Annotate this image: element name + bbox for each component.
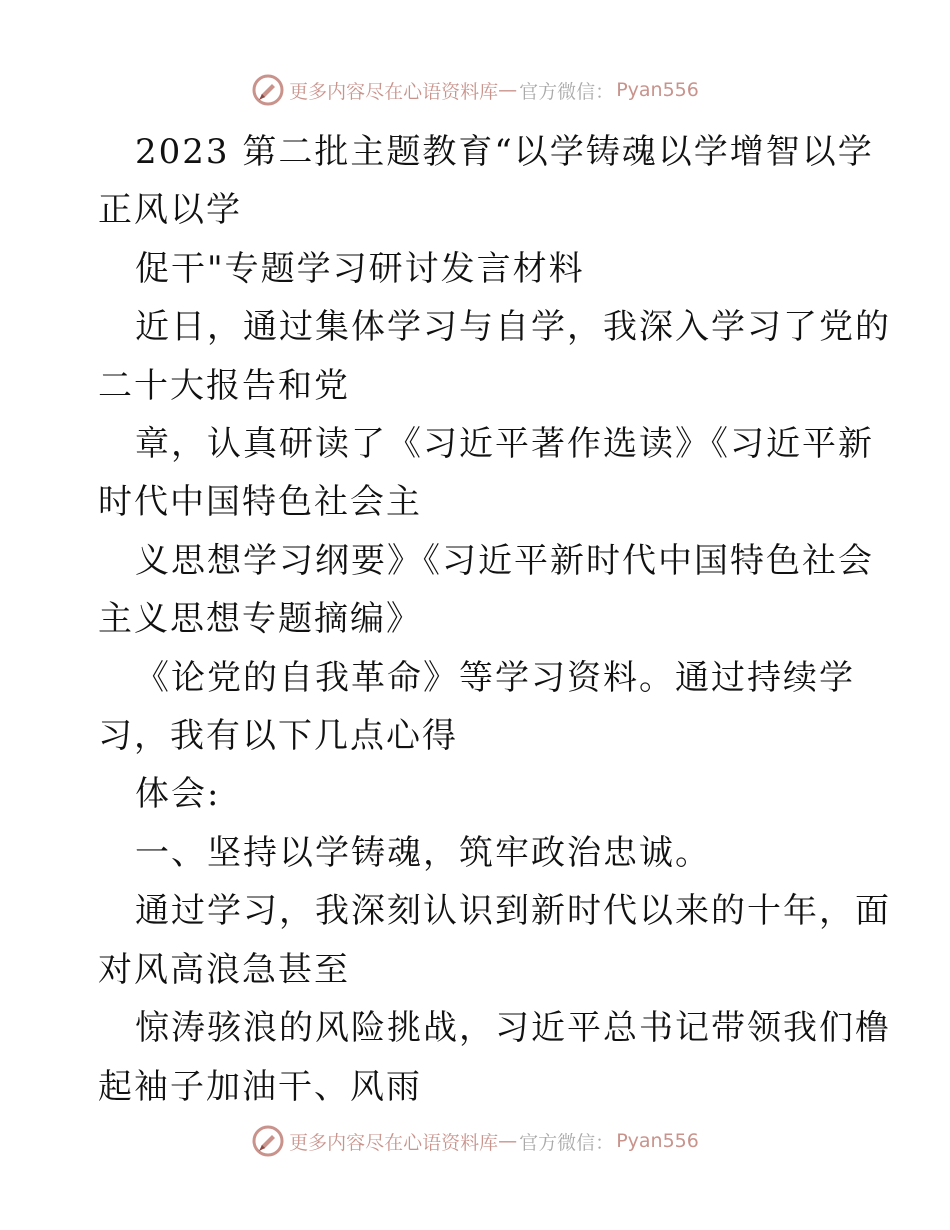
document-line: 体会:: [135, 774, 221, 815]
document-line: 二十大报告和党: [98, 365, 350, 406]
document-line: 义思想学习纲要》《习近平新时代中国特色社会: [135, 540, 874, 581]
document-line: 习，我有以下几点心得: [98, 716, 458, 757]
document-body: [98, 123, 891, 1116]
document-line: 时代中国特色社会主: [98, 482, 422, 523]
document-line: 近日，通过集体学习与自学，我深入学习了党的: [135, 307, 891, 348]
watermark-main-text: 更多内容尽在心语资料库: [289, 80, 499, 103]
document-line: 惊涛骇浪的风险挑战，习近平总书记带领我们橹: [135, 1008, 891, 1049]
watermark-side-text: 官方微信：: [519, 1131, 615, 1154]
document-line: 促干"专题学习研讨发言材料: [135, 248, 585, 289]
document-line: 《论党的自我革命》等学习资料。通过持续学: [135, 657, 855, 698]
document-line: 章，认真研读了《习近平著作选读》《习近平新: [135, 424, 874, 465]
document-line: 起袖子加油干、风雨: [98, 1066, 422, 1107]
document-line: 通过学习，我深刻认识到新时代以来的十年，面: [135, 891, 891, 932]
document-line: 主义思想专题摘编》: [98, 599, 422, 640]
watermark-wechat-id: Pyan556: [616, 1130, 699, 1152]
watermark-wechat-id: Pyan556: [616, 79, 699, 101]
footer-watermark: [0, 1121, 950, 1161]
watermark-main-text: 更多内容尽在心语资料库: [289, 1131, 499, 1154]
document-line: 一、坚持以学铸魂，筑牢政治忠诚。: [135, 832, 711, 873]
header-watermark: [0, 70, 950, 110]
document-line: 2023 第二批主题教育“以学铸魂以学增智以学: [135, 132, 874, 172]
watermark-dash: —: [498, 1130, 518, 1152]
watermark-side-text: 官方微信：: [519, 80, 615, 103]
document-line: 对风高浪急甚至: [98, 949, 350, 990]
watermark-dash: —: [498, 79, 518, 101]
brand-logo-icon: [251, 73, 285, 107]
brand-logo-icon: [251, 1124, 285, 1158]
document-line: 正风以学: [98, 190, 242, 231]
